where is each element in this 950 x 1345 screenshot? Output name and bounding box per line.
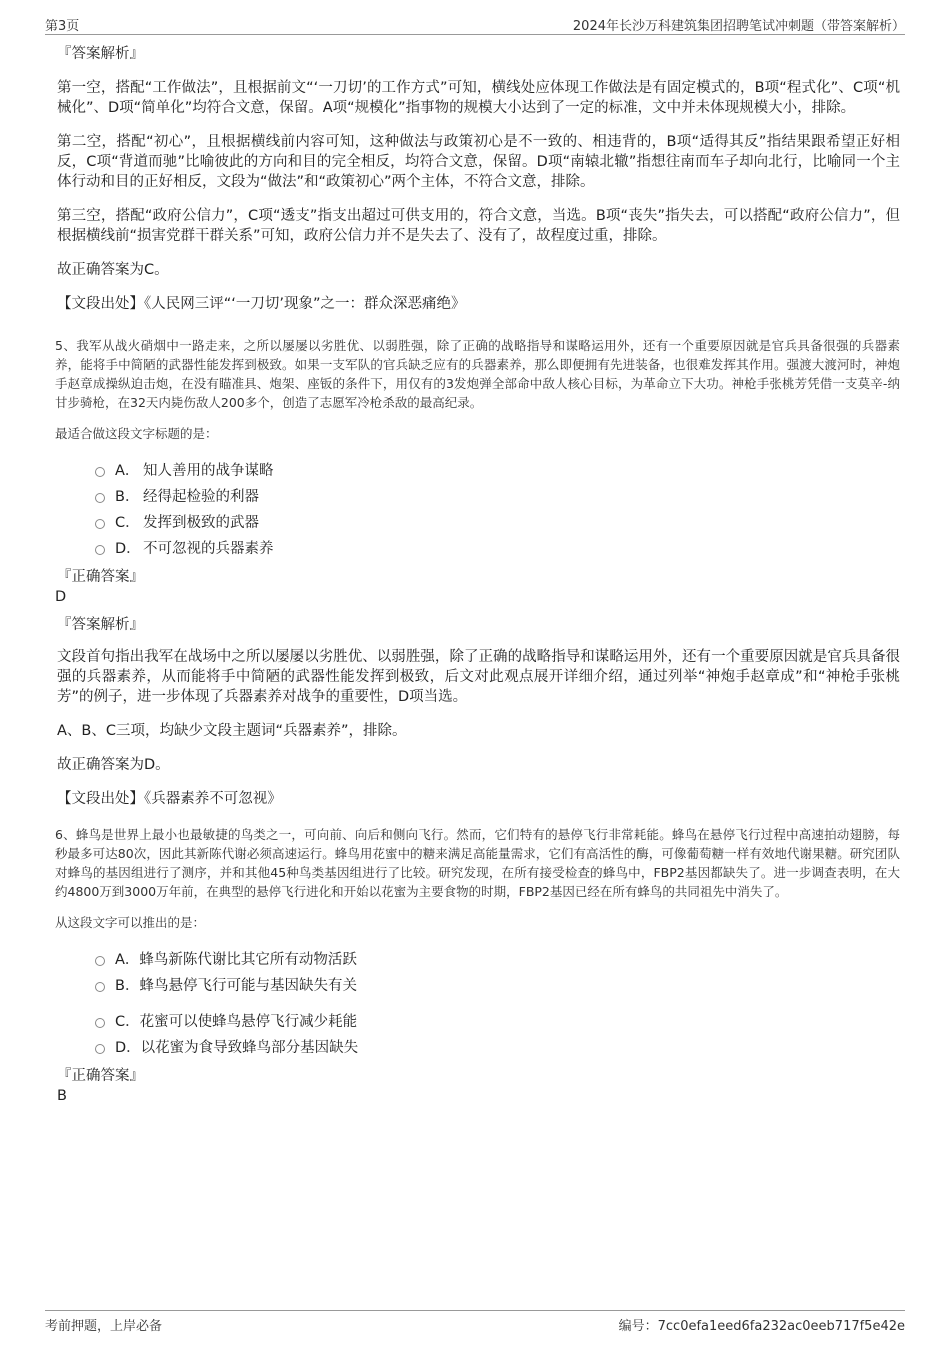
- option-d[interactable]: D． 不可忽视的兵器素养: [95, 539, 900, 559]
- page-footer: [45, 1310, 905, 1333]
- option-c[interactable]: C． 发挥到极致的武器: [95, 513, 900, 533]
- option-b[interactable]: B． 经得起检验的利器: [95, 487, 900, 507]
- analysis-paragraph: 第一空，搭配“工作做法”，且根据前文“‘一刀切’的工作方式”可知，横线处应体现工作做法是有固定模式的，B项“程式化”、C项“机械化”、D项“简单化”均符合文意，保留。A项“规模化”指事物的规模大小达到了一定的标准，文中并未体现规模大小，排除。: [57, 80, 900, 116]
- option-d[interactable]: D．以花蜜为食导致蜂鸟部分基因缺失: [95, 1038, 900, 1058]
- radio-icon[interactable]: [95, 493, 105, 503]
- radio-icon[interactable]: [95, 956, 105, 966]
- analysis-paragraph: 文段首句指出我军在战场中之所以屡屡以劣胜优、以弱胜强，除了正确的战略指导和谋略运用外，还有一个重要原因就是官兵具备很强的兵器素养，从而能将手中简陋的武器性能发挥到极致，后文对此观点展开详细介绍，通过列举“神炮手赵章成”和“神枪手张桃芳”的例子，进一步体现了兵器素养对战争的重要性，D项当选。: [57, 649, 900, 705]
- option-b[interactable]: B．蜂鸟悬停飞行可能与基因缺失有关: [95, 976, 900, 996]
- document-id: 编号：7cc0efa1eed6fa232ac0eeb717f5e42e: [618, 1319, 905, 1334]
- question-6-prompt: 从这段文字可以推出的是：: [55, 915, 206, 930]
- conclusion: 故正确答案为D。: [57, 757, 170, 773]
- option-c[interactable]: C．花蜜可以使蜂鸟悬停飞行减少耗能: [95, 1012, 900, 1032]
- source-citation: 【文段出处】《人民网三评“‘一刀切’现象”之一：群众深恶痛绝》: [57, 296, 466, 312]
- page-header: [45, 12, 905, 35]
- radio-icon[interactable]: [95, 982, 105, 992]
- correct-answer-label: 『正确答案』: [57, 1068, 144, 1084]
- footer-slogan: 考前押题，上岸必备: [45, 1319, 163, 1334]
- option-a[interactable]: A． 知人善用的战争谋略: [95, 461, 900, 481]
- document-title: 2024年长沙万科建筑集团招聘笔试冲刺题（带答案解析）: [572, 19, 905, 34]
- analysis-paragraph: A、B、C三项，均缺少文段主题词“兵器素养”，排除。: [57, 723, 407, 739]
- radio-icon[interactable]: [95, 545, 105, 555]
- radio-icon[interactable]: [95, 519, 105, 529]
- question-6-text: 6、蜂鸟是世界上最小也最敏捷的鸟类之一，可向前、向后和侧向飞行。然而，它们特有的悬停飞行非常耗能。蜂鸟在悬停飞行过程中高速拍动翅膀，每秒最多可达80次，因此其新陈代谢必须高速运行。蜂鸟用花蜜中的糖来满足高能量需求，它们有高活性的酶，可像葡萄糖一样有效地代谢果糖。研究团队对蜂鸟的基因组进行了测序，并和其他45种鸟类基因组进行了比较。研究发现，在所有接受检查的蜂鸟中，FBP2基因都缺失了。进一步调查表明，在大约4800万到3000万年前，在典型的悬停飞行进化和开始以花蜜为主要食物的时期，FBP2基因已经在所有蜂鸟的共同祖先中消失了。: [55, 827, 900, 899]
- analysis-label: 『答案解析』: [57, 617, 144, 633]
- correct-answer: B: [57, 1088, 67, 1104]
- conclusion: 故正确答案为C。: [57, 262, 169, 278]
- radio-icon[interactable]: [95, 467, 105, 477]
- question-5-options: [95, 461, 900, 559]
- correct-answer-label: 『正确答案』: [57, 569, 144, 585]
- question-6-options: [95, 950, 900, 1058]
- radio-icon[interactable]: [95, 1018, 105, 1028]
- analysis-paragraph: 第三空，搭配“政府公信力”，C项“透支”指支出超过可供支用的，符合文意，当选。B项“丧失”指失去，可以搭配“政府公信力”，但根据横线前“损害党群干群关系”可知，政府公信力并不是失去了、没有了，故程度过重，排除。: [57, 208, 900, 244]
- radio-icon[interactable]: [95, 1044, 105, 1054]
- page-content: [55, 44, 900, 1114]
- option-a[interactable]: A．蜂鸟新陈代谢比其它所有动物活跃: [95, 950, 900, 970]
- analysis-paragraph: 第二空，搭配“初心”，且根据横线前内容可知，这种做法与政策初心是不一致的、相违背的，B项“适得其反”指结果跟希望正好相反，C项“背道而驰”比喻彼此的方向和目的完全相反，均符合文意，保留。D项“南辕北辙”指想往南而车子却向北行，比喻同一个主体行动和目的正好相反，文段为“做法”和“政策初心”两个主体，不符合文意，排除。: [57, 134, 900, 190]
- analysis-label: 『答案解析』: [57, 46, 144, 62]
- question-5-text: 5、我军从战火硝烟中一路走来，之所以屡屡以劣胜优、以弱胜强，除了正确的战略指导和谋略运用外，还有一个重要原因就是官兵具备很强的兵器素养，能将手中简陋的武器性能发挥到极致。如果一支军队的官兵缺乏应有的兵器素养，那么即便拥有先进装备，也很难发挥其作用。强渡大渡河时，神炮手赵章成操纵迫击炮，在没有瞄准具、炮架、座钣的条件下，用仅有的3发炮弹全部命中敌人核心目标，为革命立下大功。神枪手张桃芳凭借一支莫辛-纳甘步骑枪，在32天内毙伤敌人200多个，创造了志愿军冷枪杀敌的最高纪录。: [55, 338, 900, 410]
- question-5-prompt: 最适合做这段文字标题的是：: [55, 426, 218, 441]
- correct-answer: D: [55, 589, 67, 605]
- source-citation: 【文段出处】《兵器素养不可忽视》: [57, 791, 282, 807]
- page-number: 第3页: [45, 19, 80, 34]
